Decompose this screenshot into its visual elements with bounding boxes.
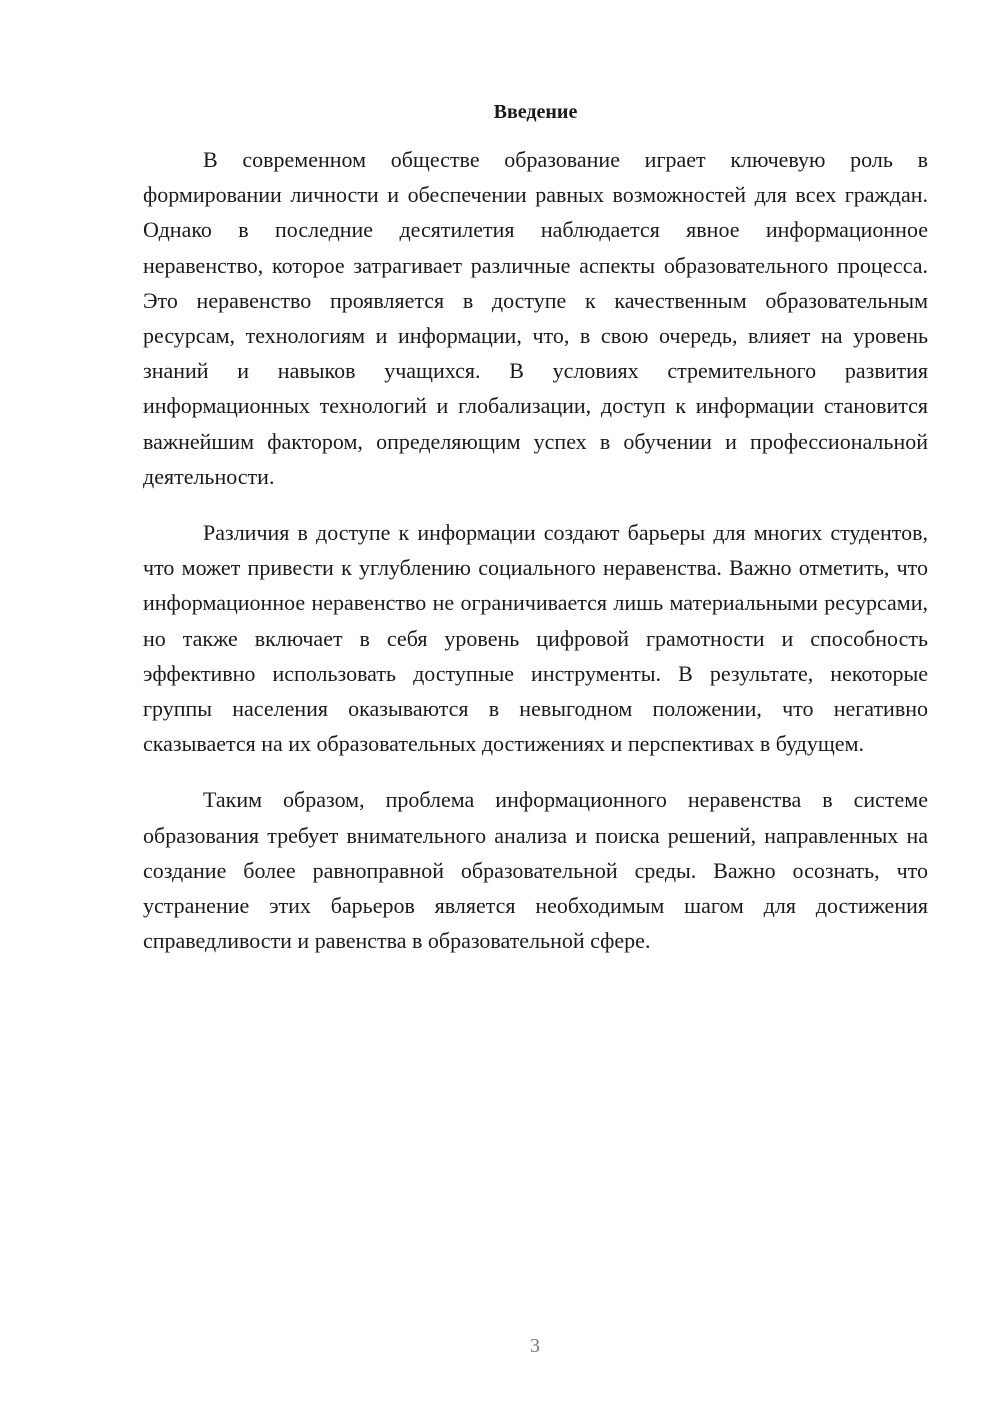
paragraph-3: Таким образом, проблема информационного неравенства в системе образования требует внимательного анализа и поиска решений, направленных на создание более равноправной образовательной среды. Важно осознать, что устранение этих барьеров является необходимым шагом для достижения справедливости и равенства в образовательной сфере. bbox=[143, 787, 928, 954]
page-number: 3 bbox=[530, 1335, 540, 1357]
paragraph-2: Различия в доступе к информации создают барьеры для многих студентов, что может привести к углублению социального неравенства. Важно отметить, что информационное неравенство не ограничивается лишь материальными ресурсами, но также включает в себя уровень цифровой грамотности и способность эффективно использовать доступные инструменты. В результате, некоторые группы населения оказываются в невыгодном положении, что негативно сказывается на их образовательных достижениях и перспективах в будущем. bbox=[143, 520, 928, 757]
section-title: Введение bbox=[493, 101, 578, 123]
paragraph-1: В современном обществе образование играет ключевую роль в формировании личности и обеспечении равных возможностей для всех граждан. Однако в последние десятилетия наблюдается явное информационное неравенство, которое затрагивает различные аспекты образовательного процесса. Это неравенство проявляется в доступе к качественным образовательным ресурсам, технологиям и информации, что, в свою очередь, влияет на уровень знаний и навыков учащихся. В условиях стремительного развития информационных технологий и глобализации, доступ к информации становится важнейшим фактором, определяющим успех в обучении и профессиональной деятельности. bbox=[143, 147, 928, 489]
document-body bbox=[143, 142, 928, 979]
